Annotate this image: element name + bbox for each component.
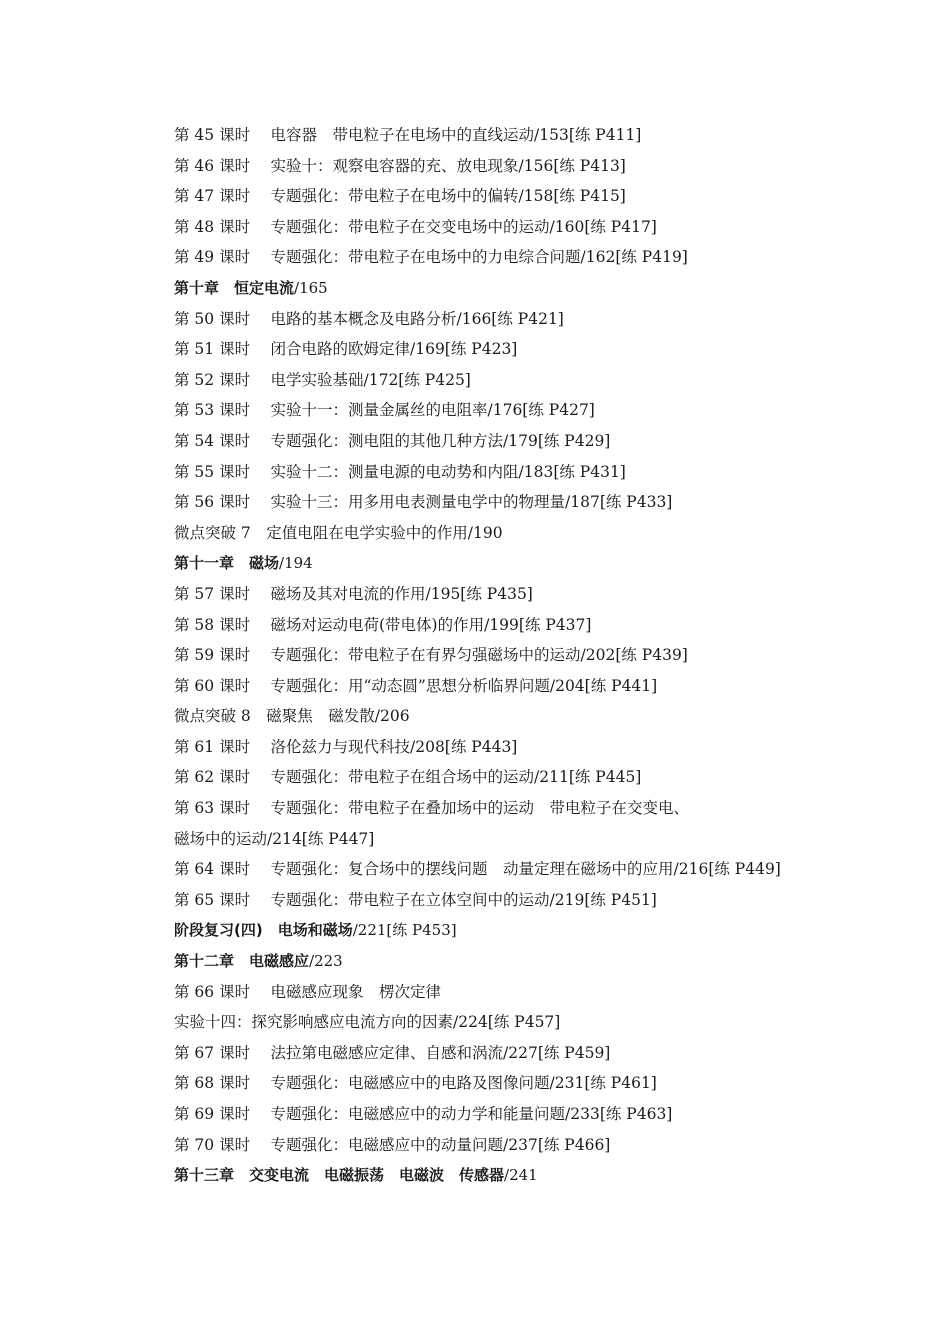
toc-chapter-heading xyxy=(174,548,864,579)
toc-entry: 第 60 课时 专题强化：用“动态圆”思想分析临界问题/204[练 P441] xyxy=(174,676,658,695)
toc-entry: 第 59 课时 专题强化：带电粒子在有界匀强磁场中的运动/202[练 P439] xyxy=(174,646,688,665)
toc-entry: 第 67 课时 法拉第电磁感应定律、自感和涡流/227[练 P459] xyxy=(174,1043,611,1062)
chapter-title: 第十二章 电磁感应 xyxy=(174,952,310,971)
toc-chapter-heading xyxy=(174,946,864,977)
toc-entry: 微点突破 7 定值电阻在电学实验中的作用/190 xyxy=(174,523,503,542)
toc-entry: 第 56 课时 实验十三：用多用电表测量电学中的物理量/187[练 P433] xyxy=(174,493,673,512)
toc-entry: 第 47 课时 专题强化：带电粒子在电场中的偏转/158[练 P415] xyxy=(174,187,626,206)
toc-entry: 第 69 课时 专题强化：电磁感应中的动力学和能量问题/233[练 P463] xyxy=(174,1105,673,1123)
chapter-title: 第十三章 交变电流 电磁振荡 电磁波 传感器 xyxy=(174,1166,505,1185)
toc-entry: 磁场中的运动/214[练 P447] xyxy=(174,829,375,848)
toc-entry: 第 68 课时 专题强化：电磁感应中的电路及图像问题/231[练 P461] xyxy=(174,1074,657,1093)
toc-entry: 第 62 课时 专题强化：带电粒子在组合场中的运动/211[练 P445] xyxy=(174,768,642,787)
toc-entry: 第 66 课时 电磁感应现象 楞次定律 xyxy=(174,982,442,1001)
toc-entry: 第 54 课时 专题强化：测电阻的其他几种方法/179[练 P429] xyxy=(174,431,611,450)
toc-entry: 第 61 课时 洛伦兹力与现代科技/208[练 P443] xyxy=(174,737,518,756)
chapter-page-ref: /221[练 P453] xyxy=(352,921,457,940)
table-of-contents xyxy=(174,120,864,1191)
toc-chapter-heading xyxy=(174,273,864,304)
toc-entry: 第 57 课时 磁场及其对电流的作用/195[练 P435] xyxy=(174,584,533,603)
toc-entry: 第 53 课时 实验十一：测量金属丝的电阻率/176[练 P427] xyxy=(174,401,595,420)
toc-entry: 第 70 课时 专题强化：电磁感应中的动量问题/237[练 P466] xyxy=(174,1135,611,1154)
toc-entry: 第 46 课时 实验十：观察电容器的充、放电现象/156[练 P413] xyxy=(174,156,626,175)
toc-entry: 第 45 课时 电容器 带电粒子在电场中的直线运动/153[练 P411] xyxy=(174,126,642,144)
chapter-page-ref: /241 xyxy=(504,1166,538,1185)
toc-entry: 第 48 课时 专题强化：带电粒子在交变电场中的运动/160[练 P417] xyxy=(174,217,657,236)
toc-entry: 第 65 课时 专题强化：带电粒子在立体空间中的运动/219[练 P451] xyxy=(174,890,657,909)
toc-entry: 实验十四：探究影响感应电流方向的因素/224[练 P457] xyxy=(174,1013,561,1032)
chapter-title: 第十章 恒定电流 xyxy=(174,278,295,297)
chapter-title: 第十一章 磁场 xyxy=(174,554,280,573)
toc-entry: 微点突破 8 磁聚焦 磁发散/206 xyxy=(174,707,410,726)
chapter-title: 阶段复习(四) 电场和磁场 xyxy=(174,921,353,940)
toc-entry: 第 55 课时 实验十二：测量电源的电动势和内阻/183[练 P431] xyxy=(174,462,626,481)
toc-entry: 第 50 课时 电路的基本概念及电路分析/166[练 P421] xyxy=(174,309,564,328)
toc-entry: 第 63 课时 专题强化：带电粒子在叠加场中的运动 带电粒子在交变电、 xyxy=(174,799,690,818)
toc-entry: 第 51 课时 闭合电路的欧姆定律/169[练 P423] xyxy=(174,340,518,359)
toc-chapter-heading xyxy=(174,915,864,946)
chapter-page-ref: /223 xyxy=(309,952,343,971)
toc-entry: 第 49 课时 专题强化：带电粒子在电场中的力电综合问题/162[练 P419] xyxy=(174,248,688,267)
toc-entry: 第 52 课时 电学实验基础/172[练 P425] xyxy=(174,370,471,389)
toc-chapter-heading xyxy=(174,1160,864,1191)
chapter-page-ref: /165 xyxy=(294,278,328,297)
chapter-page-ref: /194 xyxy=(279,554,313,573)
toc-entry: 第 58 课时 磁场对运动电荷(带电体)的作用/199[练 P437] xyxy=(174,615,592,634)
toc-entry: 第 64 课时 专题强化：复合场中的摆线问题 动量定理在磁场中的应用/216[练 P449] xyxy=(174,860,781,879)
